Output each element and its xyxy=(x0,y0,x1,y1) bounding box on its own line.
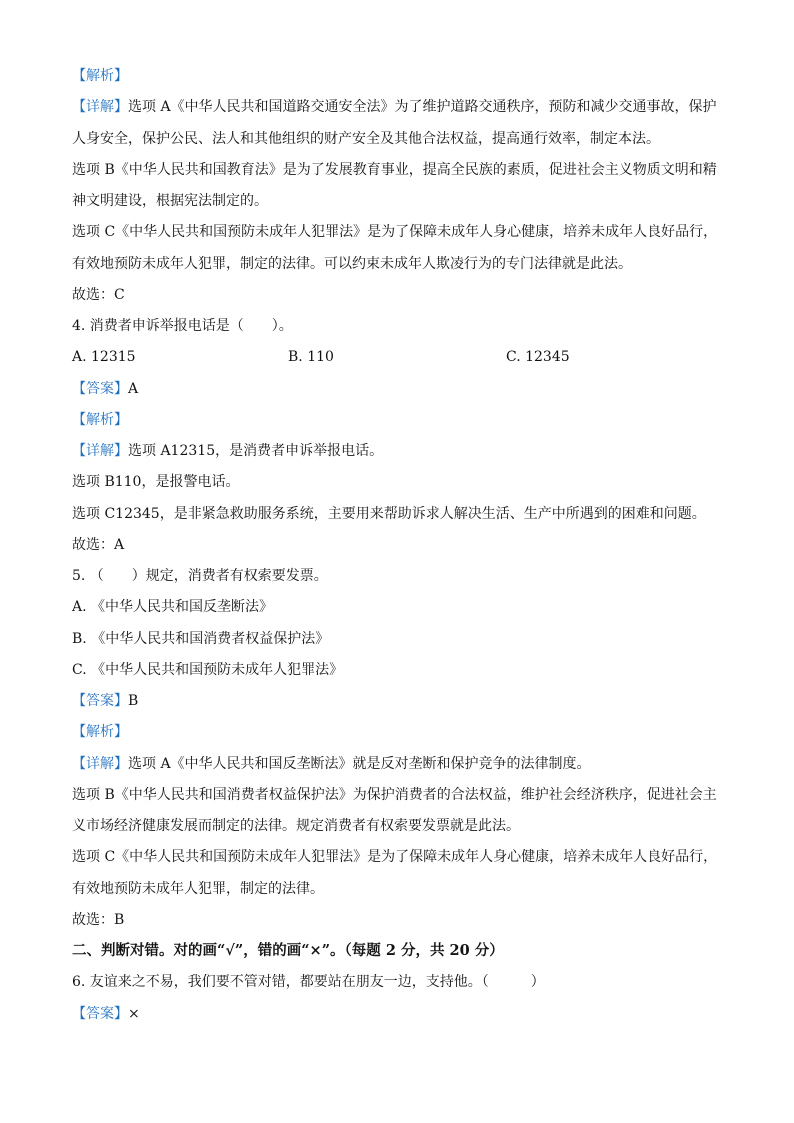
text-line: 有效地预防未成年人犯罪，制定的法律。 xyxy=(72,881,324,897)
detail-2: 【详解】选项 A12315，是消费者申诉举报电话。 xyxy=(72,443,384,459)
section-heading: 二、判断对错。对的画“√”，错的画“×”。（每题 2 分，共 20 分） xyxy=(72,942,504,959)
choice-result-1: 故选：C xyxy=(72,287,125,303)
q5-option-c: C. 《中华人民共和国预防未成年人犯罪法》 xyxy=(72,662,344,678)
text-line: 有效地预防未成年人犯罪，制定的法律。可以约束未成年人欺凌行为的专门法律就是此法。 xyxy=(72,256,632,272)
text-line: 选项 B《中华人民共和国消费者权益保护法》为保护消费者的合法权益，维护社会经济秩序，促进社会主 xyxy=(72,787,717,803)
answer-5: 【答案】B xyxy=(72,693,139,709)
analysis-label-3: 【解析】 xyxy=(72,724,128,740)
q4-option-b: B. 110 xyxy=(288,349,334,365)
q5-option-a: A. 《中华人民共和国反垄断法》 xyxy=(72,599,274,615)
detail-3: 【详解】选项 A《中华人民共和国反垄断法》就是反对垄断和保护竞争的法律制度。 xyxy=(72,756,591,772)
text-line: 义市场经济健康发展而制定的法律。规定消费者有权索要发票就是此法。 xyxy=(72,818,520,834)
text-line: 人身安全，保护公民、法人和其他组织的财产安全及其他合法权益，提高通行效率，制定本法。 xyxy=(72,131,660,147)
text-line: 神文明建设，根据宪法制定的。 xyxy=(72,193,268,209)
question-4: 4. 消费者申诉举报电话是（ ）。 xyxy=(72,318,293,334)
detail-1: 【详解】选项 A《中华人民共和国道路交通安全法》为了维护道路交通秩序，预防和减少交通事故，保护 xyxy=(72,99,717,115)
text-line: 选项 C《中华人民共和国预防未成年人犯罪法》是为了保障未成年人身心健康，培养未成年人良好品行， xyxy=(72,849,718,865)
q5-option-b: B. 《中华人民共和国消费者权益保护法》 xyxy=(72,631,330,647)
question-6: 6. 友谊来之不易，我们要不管对错，都要站在朋友一边，支持他。（ ） xyxy=(72,974,545,990)
text-line: 选项 C《中华人民共和国预防未成年人犯罪法》是为了保障未成年人身心健康，培养未成年人良好品行， xyxy=(72,224,718,240)
analysis-label-2: 【解析】 xyxy=(72,412,128,428)
q4-option-c: C. 12345 xyxy=(506,349,570,365)
q4-option-a: A. 12315 xyxy=(72,349,136,365)
answer-6: 【答案】× xyxy=(72,1006,140,1022)
choice-result-3: 故选：B xyxy=(72,912,125,928)
answer-4: 【答案】A xyxy=(72,381,139,397)
text-line: 选项 B110，是报警电话。 xyxy=(72,474,240,490)
text-line: 选项 C12345，是非紧急救助服务系统，主要用来帮助诉求人解决生活、生产中所遇到的困难和问题。 xyxy=(72,506,706,522)
analysis-label-1: 【解析】 xyxy=(72,68,128,84)
text-line: 选项 B《中华人民共和国教育法》是为了发展教育事业，提高全民族的素质，促进社会主义物质文明和精 xyxy=(72,162,717,178)
choice-result-2: 故选：A xyxy=(72,537,125,553)
question-5: 5. （ ）规定，消费者有权索要发票。 xyxy=(72,568,328,584)
